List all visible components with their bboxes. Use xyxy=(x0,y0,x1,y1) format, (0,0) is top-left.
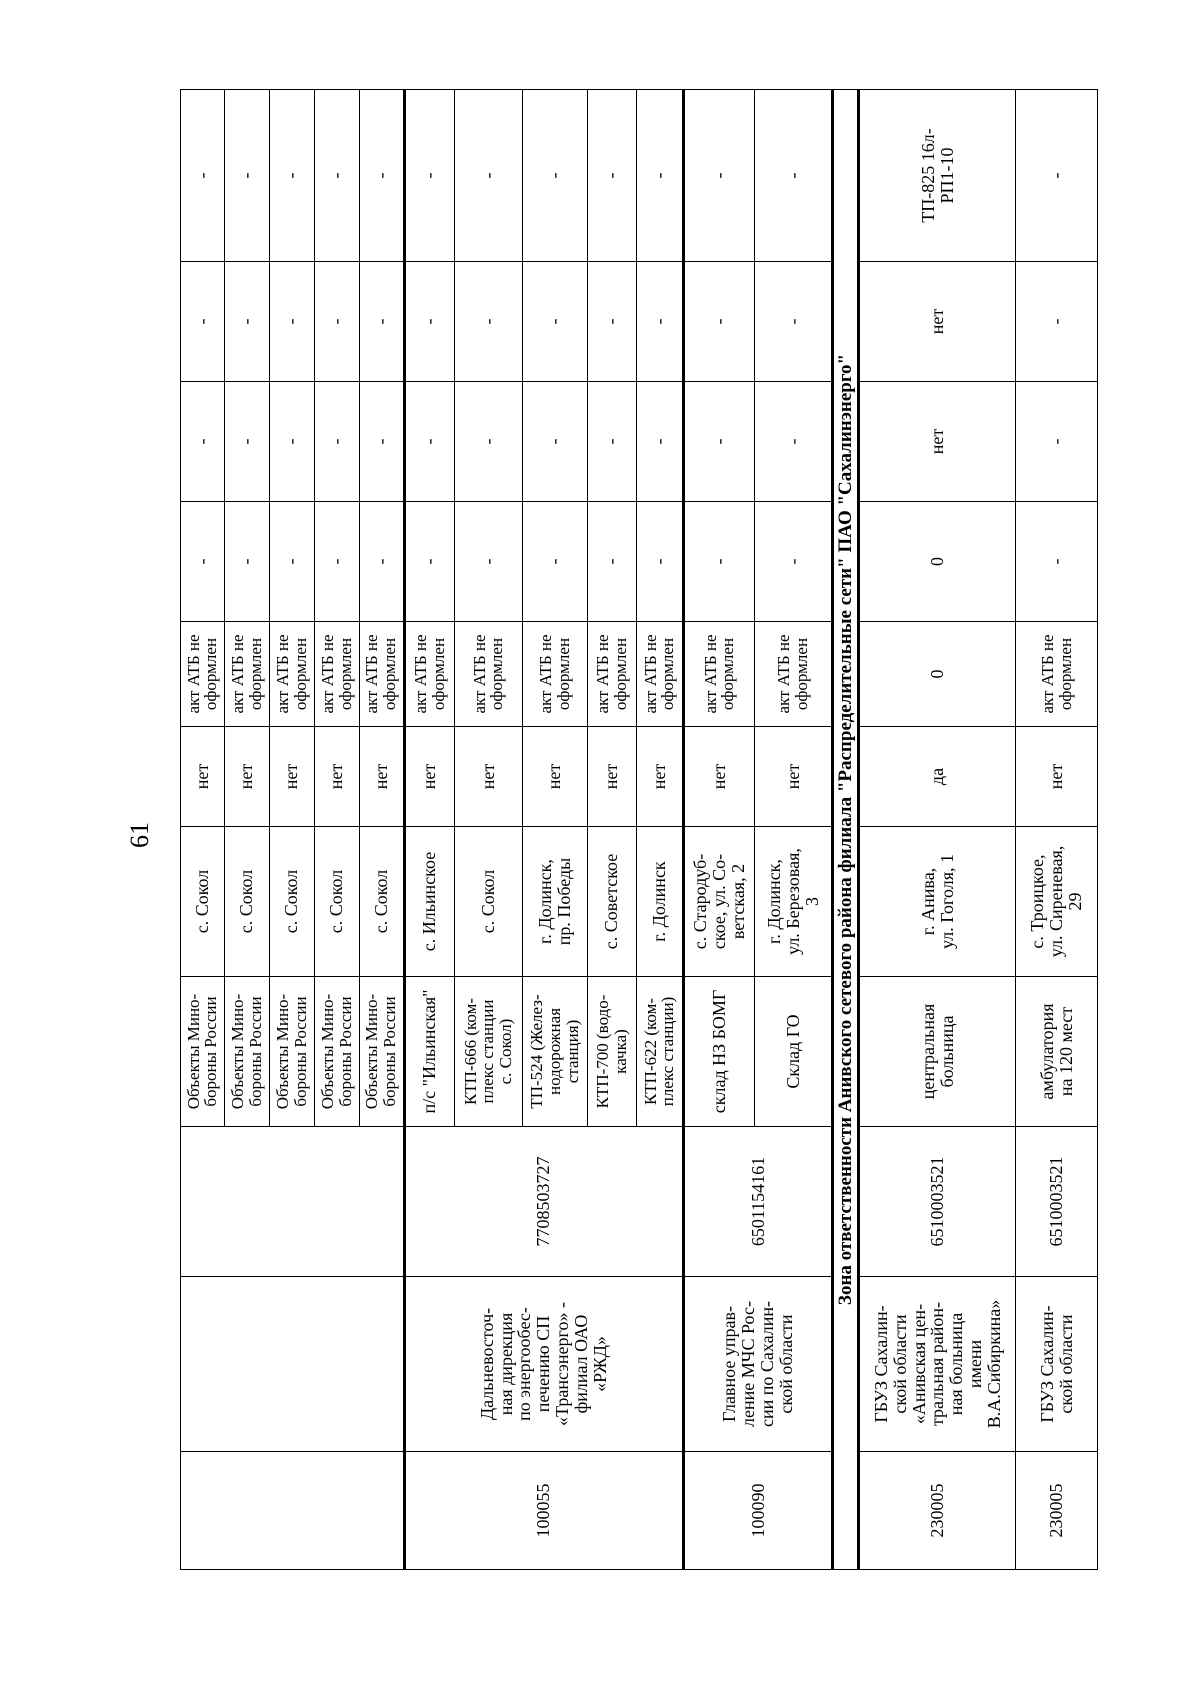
c11-cell: - xyxy=(404,90,454,262)
table-row xyxy=(181,90,225,1570)
c8-cell: - xyxy=(181,502,225,622)
c11-cell: - xyxy=(359,90,404,262)
code-cell: 100055 xyxy=(404,1452,683,1570)
org-cell: ГБУЗ Сахалин- ской области xyxy=(1016,1277,1098,1452)
object-cell: Объекты Мино- бороны России xyxy=(359,977,404,1127)
flag-cell: нет xyxy=(269,727,314,827)
address-cell: с. Ильинское xyxy=(404,827,454,977)
act-cell: акт АТБ не оформлен xyxy=(269,622,314,727)
address-cell: г. Долинск xyxy=(636,827,683,977)
org-cell: Главное управ- ление МЧС Рос- сии по Сахалин- ской области xyxy=(683,1277,833,1452)
c8-cell: - xyxy=(636,502,683,622)
c11-cell: ТП-825 16л- РП1-10 xyxy=(859,90,1016,262)
c11-cell: - xyxy=(636,90,683,262)
c10-cell: - xyxy=(683,262,754,382)
act-cell: акт АТБ не оформлен xyxy=(587,622,636,727)
address-cell: с. Сокол xyxy=(359,827,404,977)
flag-cell: нет xyxy=(683,727,754,827)
inn-cell: 7708503727 xyxy=(404,1127,683,1277)
flag-cell: нет xyxy=(636,727,683,827)
act-cell: акт АТБ не оформлен xyxy=(404,622,454,727)
c9-cell: - xyxy=(359,382,404,502)
object-cell: склад НЗ БОМГ xyxy=(683,977,754,1127)
c8-cell: - xyxy=(683,502,754,622)
code-cell: 100090 xyxy=(683,1452,833,1570)
table-row xyxy=(404,90,454,1570)
act-cell: акт АТБ не оформлен xyxy=(636,622,683,727)
address-cell: с. Сокол xyxy=(454,827,522,977)
act-cell: акт АТБ не оформлен xyxy=(224,622,269,727)
address-cell: с. Стародуб- ское, ул. Со- ветская, 2 xyxy=(683,827,754,977)
address-cell: с. Сокол xyxy=(224,827,269,977)
object-cell: КТП-666 (ком- плекс станции с. Сокол) xyxy=(454,977,522,1127)
c11-cell: - xyxy=(683,90,754,262)
flag-cell: нет xyxy=(404,727,454,827)
c10-cell: - xyxy=(359,262,404,382)
c9-cell: - xyxy=(454,382,522,502)
act-cell: акт АТБ не оформлен xyxy=(1016,622,1098,727)
c10-cell: - xyxy=(224,262,269,382)
object-cell: ТП-524 (Желез- нодорожная станция) xyxy=(522,977,587,1127)
c8-cell: - xyxy=(1016,502,1098,622)
object-cell: КТП-622 (ком- плекс станции) xyxy=(636,977,683,1127)
c11-cell: - xyxy=(587,90,636,262)
address-cell: г. Анива, ул. Гоголя, 1 xyxy=(859,827,1016,977)
code-cell: 230005 xyxy=(859,1452,1016,1570)
c9-cell: - xyxy=(224,382,269,502)
flag-cell: нет xyxy=(454,727,522,827)
c9-cell: - xyxy=(1016,382,1098,502)
address-cell: с. Сокол xyxy=(269,827,314,977)
address-cell: с. Сокол xyxy=(181,827,225,977)
c10-cell: - xyxy=(754,262,832,382)
c11-cell: - xyxy=(181,90,225,262)
address-cell: с. Советское xyxy=(587,827,636,977)
c9-cell: нет xyxy=(859,382,1016,502)
flag-cell: нет xyxy=(224,727,269,827)
address-cell: г. Долинск, пр. Победы xyxy=(522,827,587,977)
object-cell: Объекты Мино- бороны России xyxy=(314,977,359,1127)
c10-cell: - xyxy=(404,262,454,382)
flag-cell: нет xyxy=(522,727,587,827)
act-cell: акт АТБ не оформлен xyxy=(314,622,359,727)
rotated-table-wrapper xyxy=(180,90,1098,1570)
flag-cell: нет xyxy=(359,727,404,827)
object-cell: центральная больница xyxy=(859,977,1016,1127)
object-cell: Склад ГО xyxy=(754,977,832,1127)
c9-cell: - xyxy=(754,382,832,502)
inn-cell: 6510003521 xyxy=(1016,1127,1098,1277)
org-cell: Дальневосточ- ная дирекция по энергообес- печению СП «Трансэнерго» - филиал ОАО «РЖД» xyxy=(404,1277,683,1452)
object-cell: КТП-700 (водо- качка) xyxy=(587,977,636,1127)
org-cell xyxy=(181,1277,405,1452)
act-cell: акт АТБ не оформлен xyxy=(454,622,522,727)
page-number: 61 xyxy=(125,822,154,848)
table-row xyxy=(683,90,754,1570)
c8-cell: - xyxy=(269,502,314,622)
c9-cell: - xyxy=(522,382,587,502)
c8-cell: - xyxy=(587,502,636,622)
object-cell: Объекты Мино- бороны России xyxy=(269,977,314,1127)
c9-cell: - xyxy=(587,382,636,502)
act-cell: 0 xyxy=(859,622,1016,727)
address-cell: с. Сокол xyxy=(314,827,359,977)
c10-cell: - xyxy=(454,262,522,382)
c10-cell: - xyxy=(269,262,314,382)
c10-cell: - xyxy=(181,262,225,382)
table-row xyxy=(859,90,1016,1570)
flag-cell: нет xyxy=(314,727,359,827)
c10-cell: - xyxy=(522,262,587,382)
act-cell: акт АТБ не оформлен xyxy=(754,622,832,727)
c8-cell: - xyxy=(224,502,269,622)
c10-cell: - xyxy=(636,262,683,382)
c8-cell: - xyxy=(359,502,404,622)
c8-cell: - xyxy=(404,502,454,622)
org-cell: ГБУЗ Сахалин- ской области «Анивская цен- тральная район- ная больница имени В.А.Сибиркина» xyxy=(859,1277,1016,1452)
zone-title: Зона ответственности Анивского сетевого района филиала "Распределительные сети" ПАО "Сахалинэнерго" xyxy=(833,90,859,1570)
data-table xyxy=(180,89,1098,1570)
c8-cell: - xyxy=(522,502,587,622)
c10-cell: нет xyxy=(859,262,1016,382)
c11-cell: - xyxy=(522,90,587,262)
inn-cell xyxy=(181,1127,405,1277)
address-cell: с. Троицкое, ул. Сиреневая, 29 xyxy=(1016,827,1098,977)
c8-cell: 0 xyxy=(859,502,1016,622)
c8-cell: - xyxy=(314,502,359,622)
c11-cell: - xyxy=(454,90,522,262)
inn-cell: 6501154161 xyxy=(683,1127,833,1277)
c8-cell: - xyxy=(454,502,522,622)
c10-cell: - xyxy=(587,262,636,382)
c11-cell: - xyxy=(224,90,269,262)
c11-cell: - xyxy=(1016,90,1098,262)
code-cell: 230005 xyxy=(1016,1452,1098,1570)
c10-cell: - xyxy=(1016,262,1098,382)
object-cell: Объекты Мино- бороны России xyxy=(224,977,269,1127)
address-cell: г. Долинск, ул. Березовая, 3 xyxy=(754,827,832,977)
c9-cell: - xyxy=(636,382,683,502)
act-cell: акт АТБ не оформлен xyxy=(359,622,404,727)
c8-cell: - xyxy=(754,502,832,622)
c11-cell: - xyxy=(269,90,314,262)
flag-cell: нет xyxy=(587,727,636,827)
flag-cell: нет xyxy=(181,727,225,827)
flag-cell: нет xyxy=(1016,727,1098,827)
c9-cell: - xyxy=(683,382,754,502)
act-cell: акт АТБ не оформлен xyxy=(683,622,754,727)
c9-cell: - xyxy=(404,382,454,502)
flag-cell: да xyxy=(859,727,1016,827)
c9-cell: - xyxy=(269,382,314,502)
act-cell: акт АТБ не оформлен xyxy=(181,622,225,727)
c9-cell: - xyxy=(181,382,225,502)
object-cell: п/с "Ильинская" xyxy=(404,977,454,1127)
code-cell xyxy=(181,1452,405,1570)
c9-cell: - xyxy=(314,382,359,502)
object-cell: амбулатория на 120 мест xyxy=(1016,977,1098,1127)
object-cell: Объекты Мино- бороны России xyxy=(181,977,225,1127)
flag-cell: нет xyxy=(754,727,832,827)
act-cell: акт АТБ не оформлен xyxy=(522,622,587,727)
c11-cell: - xyxy=(754,90,832,262)
c11-cell: - xyxy=(314,90,359,262)
table-row xyxy=(1016,90,1098,1570)
inn-cell: 6510003521 xyxy=(859,1127,1016,1277)
zone-header-row xyxy=(833,90,859,1570)
c10-cell: - xyxy=(314,262,359,382)
